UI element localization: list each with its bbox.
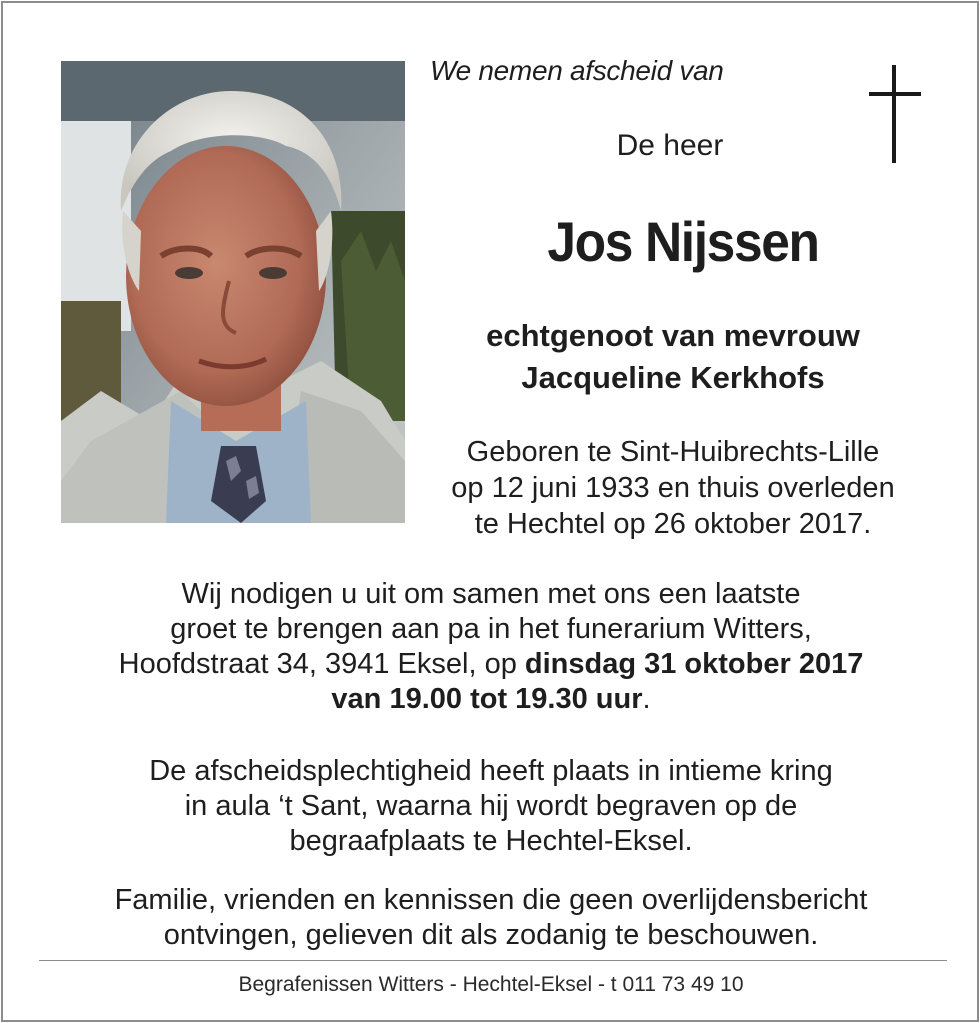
intro-text: We nemen afscheid van <box>430 55 724 86</box>
funeral-home-footer: Begrafenissen Witters - Hechtel-Eksel - t 011 73 49 10 <box>238 973 744 996</box>
salutation: De heer <box>616 129 724 162</box>
invite-line-2: groet te brengen aan pa in het funerarium Witters, <box>170 613 812 645</box>
portrait-photo <box>61 61 405 523</box>
death-notice-card <box>1 1 979 1022</box>
deceased-name: Jos Nijssen <box>547 210 819 273</box>
birth-line-2: op 12 juni 1933 en thuis overleden <box>451 472 895 504</box>
invitation-block <box>43 577 939 717</box>
family-line-1: Familie, vrienden en kennissen die geen overlijdensbericht <box>114 884 868 916</box>
birth-line-3: te Hechtel op 26 oktober 2017. <box>474 508 872 540</box>
ceremony-line-3: begraafplaats te Hechtel-Eksel. <box>289 825 693 857</box>
invite-line-3 <box>43 647 939 682</box>
ceremony-line-1: De afscheidsplechtigheid heeft plaats in intieme kring <box>149 755 833 787</box>
family-line-2: ontvingen, gelieven dit als zodanig te beschouwen. <box>163 919 819 951</box>
spouse-line-2: Jacqueline Kerkhofs <box>521 360 825 395</box>
invite-period: . <box>642 683 651 715</box>
spouse-line-1: echtgenoot van mevrouw <box>486 318 860 353</box>
visitation-time: van 19.00 tot 19.30 uur <box>331 683 643 715</box>
spouse-block <box>423 315 923 399</box>
invite-line-4 <box>43 682 939 717</box>
invite-address: Hoofdstraat 34, 3941 Eksel, op <box>118 648 525 680</box>
invite-line-1: Wij nodigen u uit om samen met ons een laatste <box>181 578 801 610</box>
ceremony-block <box>43 754 939 859</box>
ceremony-line-2: in aula ‘t Sant, waarna hij wordt begraven op de <box>184 790 798 822</box>
latin-cross-icon <box>866 65 926 163</box>
family-notice-block <box>43 883 939 953</box>
visitation-date: dinsdag 31 oktober 2017 <box>524 648 864 680</box>
birth-death-block <box>423 434 923 542</box>
birth-line-1: Geboren te Sint-Huibrechts-Lille <box>466 436 880 468</box>
footer-divider <box>39 960 947 961</box>
